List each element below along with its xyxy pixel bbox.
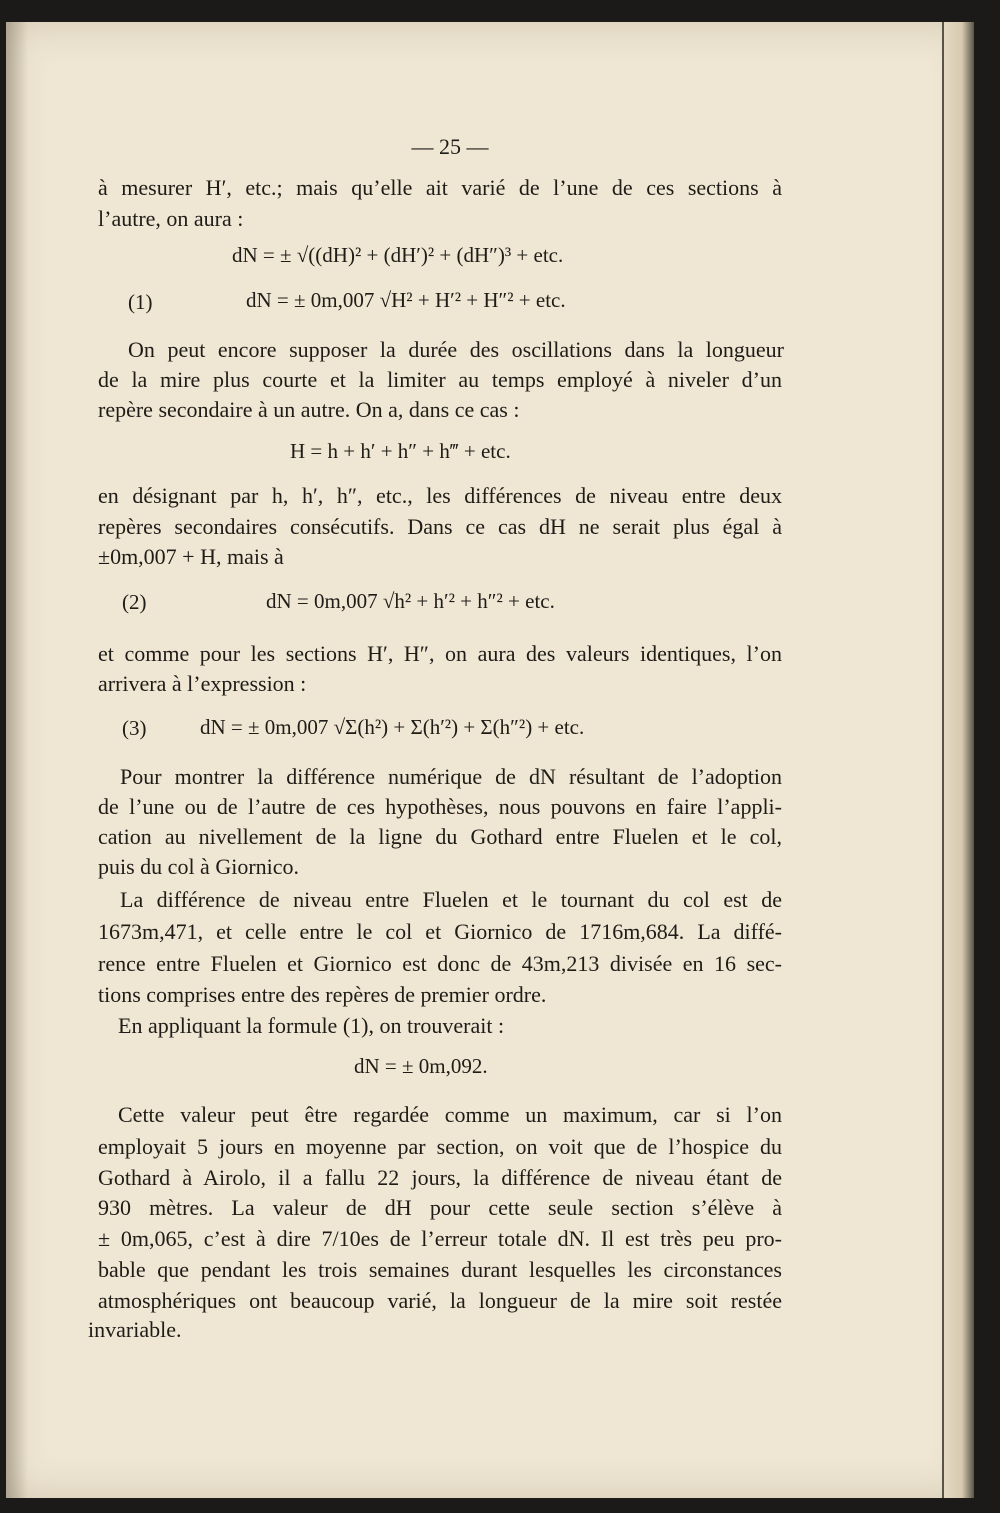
text-line: à mesurer H′, etc.; mais qu’elle ait varié de l’une de ces sections à (98, 175, 782, 200)
text-line: La différence de niveau entre Fluelen et le tournant du col est de (120, 887, 782, 912)
equation-dn-general: dN = ± √((dH)² + (dH′)² + (dH″)³ + etc. (232, 243, 564, 267)
text-line: ± 0m,065, c’est à dire 7/10es de l’erreur totale dN. Il est très peu pro- (98, 1226, 782, 1251)
text-line: En appliquant la formule (1), on trouverait : (118, 1013, 505, 1038)
equation-h-sum: H = h + h′ + h″ + h‴ + etc. (290, 439, 511, 463)
text-line: 930 mètres. La valeur de dH pour cette seule section s’élève à (98, 1195, 782, 1220)
page-number: — 25 — (411, 134, 489, 159)
equation-label: (1) (128, 290, 153, 314)
text-line: Gothard à Airolo, il a fallu 22 jours, la différence de niveau étant de (98, 1165, 782, 1190)
equation-label: (2) (122, 590, 147, 614)
text-line: bable que pendant les trois semaines durant lesquelles les circonstances (98, 1257, 782, 1282)
text-line: Cette valeur peut être regardée comme un maximum, car si l’on (118, 1102, 782, 1127)
text-line: en désignant par h, h′, h″, etc., les différences de niveau entre deux (98, 483, 782, 508)
text-line: cation au nivellement de la ligne du Gothard entre Fluelen et le col, (98, 824, 782, 849)
text-line: 1673m,471, et celle entre le col et Giornico de 1716m,684. La diffé- (98, 919, 782, 944)
equation-1: dN = ± 0m,007 √H² + H′² + H″² + etc. (246, 288, 566, 312)
text-line: l’autre, on aura : (98, 206, 244, 231)
text-line: ±0m,007 + H, mais à (98, 544, 284, 569)
gutter-shadow (6, 22, 28, 1498)
text-line: et comme pour les sections H′, H″, on aura des valeurs identiques, l’on (98, 641, 782, 666)
text-line: atmosphériques ont beaucoup varié, la longueur de la mire soit restée (98, 1288, 782, 1313)
text-line: arrivera à l’expression : (98, 671, 307, 696)
text-line: invariable. (88, 1317, 182, 1342)
text-line: de l’une ou de l’autre de ces hypothèses, nous pouvons en faire l’appli- (98, 794, 782, 819)
equation-3: dN = ± 0m,007 √Σ(h²) + Σ(h′²) + Σ(h″²) + etc. (200, 715, 585, 739)
text-line: de la mire plus courte et la limiter au temps employé à niveler d’un (98, 367, 782, 392)
text-line: employait 5 jours en moyenne par section, on voit que de l’hospice du (98, 1134, 782, 1159)
equation-result: dN = ± 0m,092. (354, 1054, 488, 1078)
text-line: Pour montrer la différence numérique de dN résultant de l’adoption (120, 764, 782, 789)
text-line: puis du col à Giornico. (98, 854, 300, 879)
text-line: rence entre Fluelen et Giornico est donc de 43m,213 divisée en 16 sec- (98, 951, 782, 976)
equation-2: dN = 0m,007 √h² + h′² + h″² + etc. (266, 589, 555, 613)
text-line: On peut encore supposer la durée des oscillations dans la longueur (128, 337, 784, 362)
text-line: repères secondaires consécutifs. Dans ce cas dH ne serait plus égal à (98, 514, 782, 539)
equation-label: (3) (122, 716, 147, 740)
page-edge (942, 22, 974, 1498)
text-line: tions comprises entre des repères de premier ordre. (98, 982, 547, 1007)
text-line: repère secondaire à un autre. On a, dans ce cas : (98, 397, 520, 422)
